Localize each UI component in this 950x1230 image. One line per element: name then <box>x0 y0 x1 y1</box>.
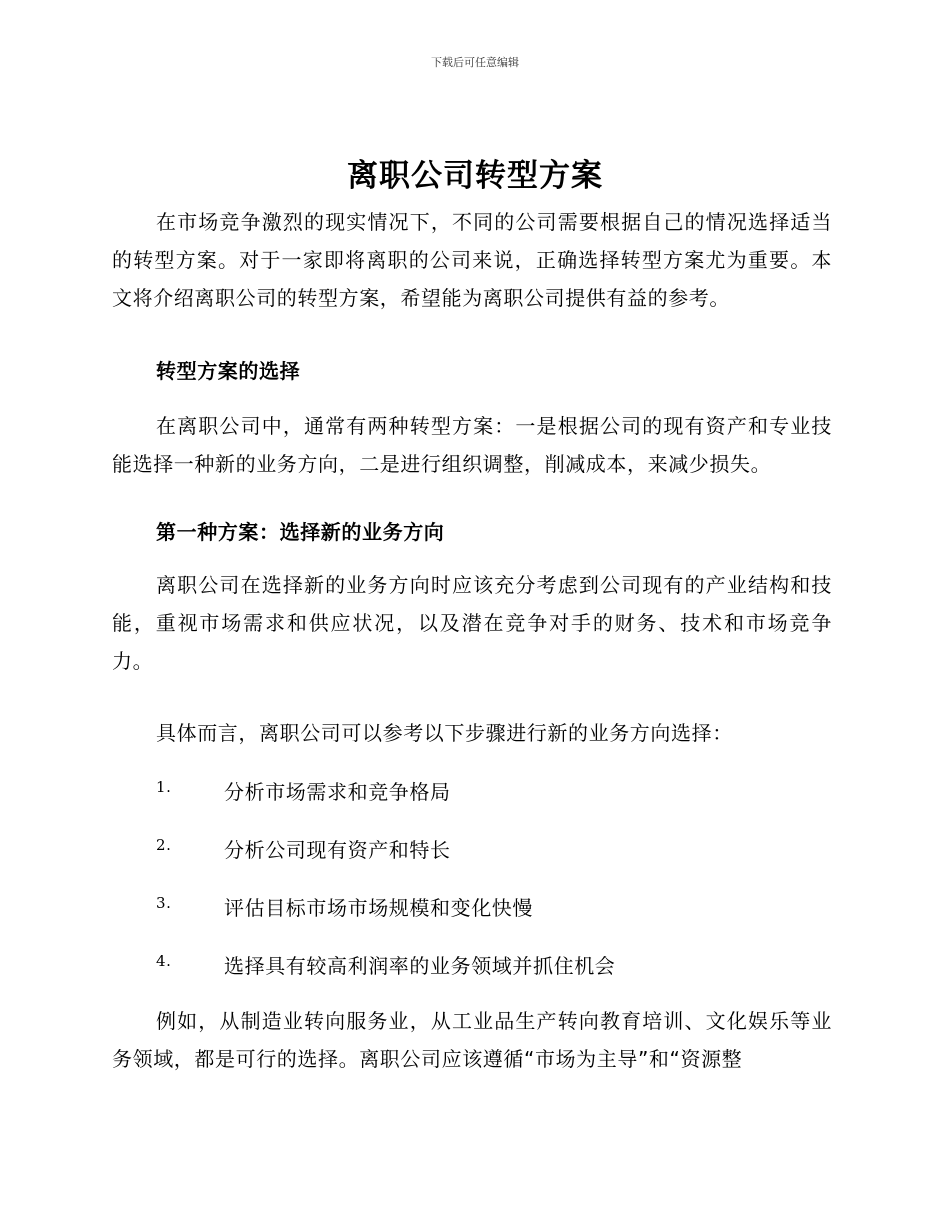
steps-intro-paragraph: 具体而言，离职公司可以参考以下步骤进行新的业务方向选择： <box>156 721 733 745</box>
list-number: 2. <box>156 836 172 854</box>
section-heading-choice: 转型方案的选择 <box>156 359 301 383</box>
example-paragraph: 例如，从制造业转向服务业，从工业品生产转向教育培训、文化娱乐等业务领域，都是可行的选择。离职公司应该遵循“市场为主导”和“资源整 <box>112 1009 832 1071</box>
list-number: 4. <box>156 952 172 970</box>
list-text: 分析公司现有资产和特长 <box>224 838 451 862</box>
list-number: 3. <box>156 894 172 912</box>
list-text: 选择具有较高利润率的业务领域并抓住机会 <box>224 954 616 978</box>
section-heading-option1: 第一种方案：选择新的业务方向 <box>156 520 445 544</box>
list-number: 1. <box>156 778 172 796</box>
choice-paragraph: 在离职公司中，通常有两种转型方案：一是根据公司的现有资产和专业技能选择一种新的业务方向，二是进行组织调整，削减成本，来减少损失。 <box>112 414 832 476</box>
page-header-note: 下载后可任意编辑 <box>431 56 519 69</box>
option1-paragraph: 离职公司在选择新的业务方向时应该充分考虑到公司现有的产业结构和技能，重视市场需求和供应状况，以及潜在竞争对手的财务、技术和市场竞争力。 <box>112 573 832 673</box>
intro-paragraph: 在市场竞争激烈的现实情况下，不同的公司需要根据自己的情况选择适当的转型方案。对于一家即将离职的公司来说，正确选择转型方案尤为重要。本文将介绍离职公司的转型方案，希望能为离职公司提供有益的参考。 <box>112 210 832 310</box>
document-title: 离职公司转型方案 <box>347 158 603 194</box>
list-text: 分析市场需求和竞争格局 <box>224 780 451 804</box>
list-text: 评估目标市场市场规模和变化快慢 <box>224 896 533 920</box>
